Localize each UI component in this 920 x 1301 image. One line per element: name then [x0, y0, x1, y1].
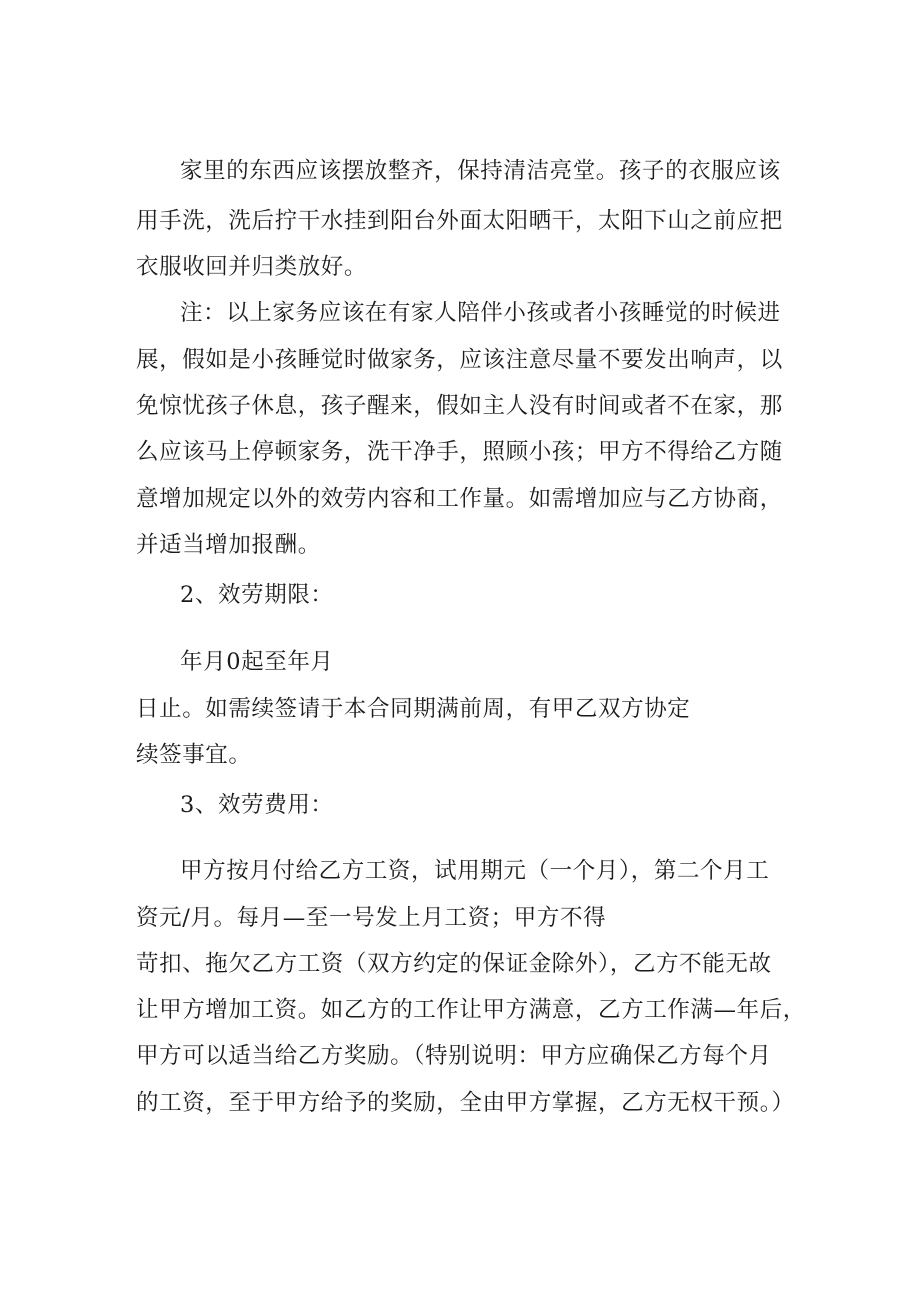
section-heading-service-fee: 3、效劳费用：	[180, 792, 334, 818]
paragraph-housekeeping-line-1: 家里的东西应该摆放整齐，保持清洁亮堂。孩子的衣服应该	[180, 158, 781, 184]
paragraph-note-line-3: 免惊忧孩子休息，孩子醒来，假如主人没有时间或者不在家，那	[136, 393, 783, 419]
paragraph-note-line-1: 注：以上家务应该在有家人陪伴小孩或者小孩睡觉的时候进	[180, 300, 781, 326]
paragraph-fee-line-5: 甲方可以适当给乙方奖励。（特别说明：甲方应确保乙方每个月	[136, 1043, 772, 1069]
paragraph-fee-line-3: 苛扣、拖欠乙方工资（双方约定的保证金除外），乙方不能无故	[136, 951, 772, 977]
paragraph-fee-line-2: 资元/月。每月—至一号发上月工资；甲方不得	[136, 905, 607, 931]
paragraph-period-line-3: 续签事宜。	[136, 742, 252, 768]
paragraph-note-line-6: 并适当增加报酬。	[136, 532, 321, 558]
paragraph-note-line-4: 么应该马上停顿家务，洗干净手，照顾小孩；甲方不得给乙方随	[136, 439, 783, 465]
paragraph-note-line-2: 展，假如是小孩睡觉时做家务，应该注意尽量不要发出响声，以	[136, 347, 783, 373]
paragraph-fee-line-6: 的工资，至于甲方给予的奖励，全由甲方掌握，乙方无权干预。）	[136, 1090, 795, 1116]
paragraph-fee-line-1: 甲方按月付给乙方工资，试用期元（一个月），第二个月工	[180, 858, 770, 884]
paragraph-note-line-5: 意增加规定以外的效劳内容和工作量。如需增加应与乙方协商，	[136, 486, 783, 512]
paragraph-period-line-1: 年月0起至年月	[180, 649, 334, 675]
paragraph-fee-line-4: 让甲方增加工资。如乙方的工作让甲方满意，乙方工作满—年后，	[136, 997, 806, 1023]
paragraph-housekeeping-line-3: 衣服收回并归类放好。	[136, 254, 368, 280]
paragraph-housekeeping-line-2: 用手洗，洗后拧干水挂到阳台外面太阳晒干，太阳下山之前应把	[136, 208, 783, 234]
section-heading-service-period: 2、效劳期限：	[180, 582, 334, 608]
paragraph-period-line-2: 日止。如需续签请于本合同期满前周，有甲乙双方协定	[136, 696, 691, 722]
